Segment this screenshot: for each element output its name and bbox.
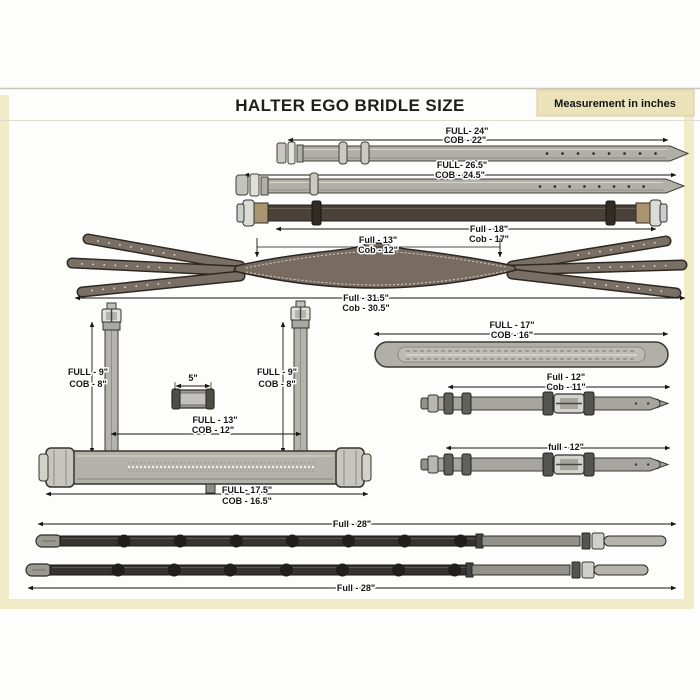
crownpiece-overall-full-label: Full - 31.5" xyxy=(343,293,389,303)
strap-24-buckle xyxy=(277,143,286,163)
strap-26-5-body xyxy=(266,179,684,193)
noseband-front-cob-label: COB - 12" xyxy=(191,425,235,435)
noseband-right-cap xyxy=(336,448,364,487)
rein-lower-tip xyxy=(594,565,648,575)
frame-right-strip xyxy=(684,95,694,607)
strap-24-full-label: FULL- 24" xyxy=(445,126,489,136)
strap-24-keeper xyxy=(361,142,369,164)
noseband-bottom-tab xyxy=(206,484,215,493)
unit-note-label: Measurement in inches xyxy=(554,98,676,110)
strap-26-5-full-label: FULL- 26.5" xyxy=(436,160,488,170)
cushion-full-label: FULL - 17" xyxy=(489,320,535,330)
strap-26-5-buckle xyxy=(236,175,248,195)
browband-group xyxy=(237,200,667,244)
crownpiece-overall-cob-label: Cob - 30.5" xyxy=(342,303,390,313)
browband-left-buckle xyxy=(243,200,254,226)
noseband-group xyxy=(39,301,371,506)
strap-24-group xyxy=(277,126,688,164)
crownpiece-center-full-label: Full - 13" xyxy=(358,235,398,245)
noseband-left-cap xyxy=(46,448,74,487)
flash-upper-keeper xyxy=(462,393,471,414)
page-title: HALTER EGO BRIDLE SIZE xyxy=(235,96,465,115)
strap-24-keeper xyxy=(339,142,347,164)
noseband-left-cob-label: COB - 8" xyxy=(69,379,107,389)
strap-24-body xyxy=(300,146,688,161)
rein-upper-webbing xyxy=(482,536,580,546)
crownpiece-group xyxy=(72,235,685,313)
flash-upper-full-label: Full - 12" xyxy=(546,372,586,382)
rein-upper-group xyxy=(36,519,676,549)
flash-upper-keeper xyxy=(444,393,453,414)
keeper-width-label: 5" xyxy=(188,373,198,383)
strap-26-5-cob-label: COB - 24.5" xyxy=(435,170,485,180)
rein-upper-buckle xyxy=(592,533,604,549)
browband-keeper xyxy=(606,201,615,225)
strap-24-cob-label: COB - 22" xyxy=(443,135,487,145)
flash-lower-full-label: full - 12" xyxy=(548,442,584,452)
flash-upper-group xyxy=(421,372,670,415)
flash-lower-keeper xyxy=(444,454,453,475)
strap-26-5-keeper xyxy=(310,173,318,195)
noseband-front-full-label: FULL - 13" xyxy=(192,415,238,425)
rein-lower-full-label: Full - 28" xyxy=(336,583,376,593)
unit-note-box xyxy=(537,90,694,116)
noseband-right-cob-label: COB - 8" xyxy=(258,379,296,389)
noseband-overall-cob-label: COB - 16.5" xyxy=(222,496,272,506)
noseband-overall-full-label: FULL- 17.5" xyxy=(221,485,273,495)
browband-right-buckle xyxy=(650,200,661,226)
rein-upper-full-label: Full - 28" xyxy=(332,519,372,529)
noseband-right-full-label: FULL - 9" xyxy=(256,367,298,377)
strap-26-5-group xyxy=(236,160,684,196)
browband-cob-label: Cob - 17" xyxy=(469,234,509,244)
rein-lower-group xyxy=(26,562,676,593)
browband-keeper xyxy=(312,201,321,225)
crown-cushion-group xyxy=(374,320,668,367)
frame-bottom-strip xyxy=(0,599,694,609)
flash-lower-group xyxy=(421,442,670,476)
rein-lower-webbing xyxy=(472,565,570,575)
rein-upper-tip xyxy=(604,536,666,546)
cushion-cob-label: COB - 16" xyxy=(490,330,534,340)
noseband-left-full-label: FULL - 9" xyxy=(67,367,109,377)
browband-body xyxy=(266,205,662,221)
flash-upper-cob-label: Cob - 11" xyxy=(546,382,586,392)
frame-left-strip xyxy=(0,95,9,607)
rein-lower-buckle xyxy=(582,562,594,578)
flash-lower-keeper xyxy=(462,454,471,475)
browband-full-label: Full - 18" xyxy=(469,224,509,234)
crownpiece-center-cob-label: Cob - 12" xyxy=(358,245,398,255)
